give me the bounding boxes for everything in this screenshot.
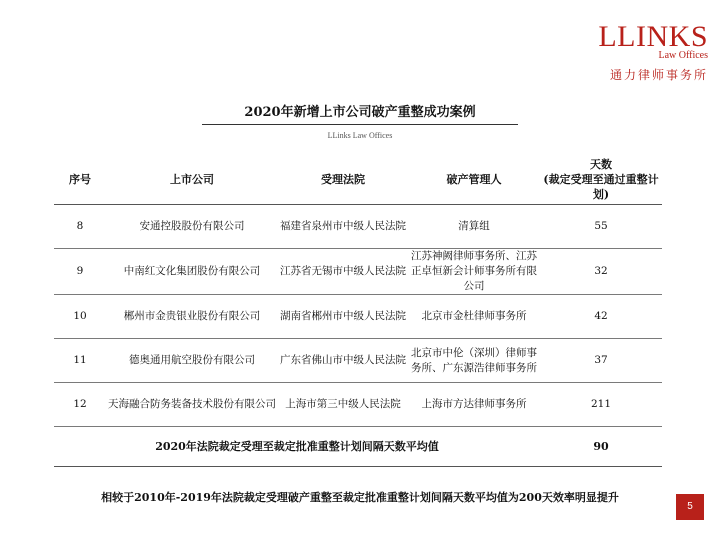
cell-days: 37 — [540, 339, 662, 383]
table-row — [54, 249, 662, 295]
cell-seq: 11 — [54, 339, 106, 383]
cell-days: 55 — [540, 205, 662, 249]
cell-administrator: 北京市中伦（深圳）律师事务所、广东源浩律师事务所 — [408, 339, 540, 383]
cell-seq: 8 — [54, 205, 106, 249]
cell-court: 上海市第三中级人民法院 — [278, 383, 408, 427]
cell-days: 211 — [540, 383, 662, 427]
cell-court: 广东省佛山市中级人民法院 — [278, 339, 408, 383]
average-row — [54, 427, 662, 467]
table-header-row — [54, 154, 662, 205]
cell-court: 湖南省郴州市中级人民法院 — [278, 295, 408, 339]
cell-company: 安通控股股份有限公司 — [106, 205, 278, 249]
cell-administrator: 北京市金杜律师事务所 — [408, 295, 540, 339]
header-days: 天数 (裁定受理至通过重整计划) — [540, 154, 662, 205]
cell-seq: 12 — [54, 383, 106, 427]
cell-court: 福建省泉州市中级人民法院 — [278, 205, 408, 249]
title-divider — [202, 124, 518, 125]
cell-company: 德奥通用航空股份有限公司 — [106, 339, 278, 383]
average-label: 2020年法院裁定受理至裁定批准重整计划间隔天数平均值 — [54, 427, 540, 467]
logo-mark: LLINKS — [598, 20, 708, 53]
footnote: 相较于2010年-2019年法院裁定受理破产重整至裁定批准重整计划间隔天数平均值为200天效率明显提升 — [101, 491, 619, 504]
header-administrator: 破产管理人 — [408, 154, 540, 205]
cell-administrator: 江苏神阙律师事务所、江苏正卓恒新会计师事务所有限公司 — [408, 249, 540, 295]
page-subtitle: LLinks Law Offices — [327, 131, 393, 140]
table-row — [54, 205, 662, 249]
cell-company: 天海融合防务装备技术股份有限公司 — [106, 383, 278, 427]
cell-days: 32 — [540, 249, 662, 295]
header-company: 上市公司 — [106, 154, 278, 205]
llinks-logo — [596, 22, 708, 82]
cell-company: 郴州市金贵银业股份有限公司 — [106, 295, 278, 339]
cell-court: 江苏省无锡市中级人民法院 — [278, 249, 408, 295]
cell-days: 42 — [540, 295, 662, 339]
table-row — [54, 339, 662, 383]
cell-seq: 10 — [54, 295, 106, 339]
cases-table — [54, 154, 662, 467]
cell-administrator: 清算组 — [408, 205, 540, 249]
table-row — [54, 383, 662, 427]
table-row — [54, 295, 662, 339]
header-court: 受理法院 — [278, 154, 408, 205]
logo-chinese-name: 通力律师事务所 — [609, 68, 708, 82]
logo-subtitle: Law Offices — [658, 50, 708, 61]
cell-administrator: 上海市方达律师事务所 — [408, 383, 540, 427]
cell-seq: 9 — [54, 249, 106, 295]
page-title: 2020年新增上市公司破产重整成功案例 — [244, 105, 476, 120]
page-number: 5 — [676, 494, 704, 520]
header-seq: 序号 — [54, 154, 106, 205]
cell-company: 中南红文化集团股份有限公司 — [106, 249, 278, 295]
average-value: 90 — [540, 427, 662, 467]
